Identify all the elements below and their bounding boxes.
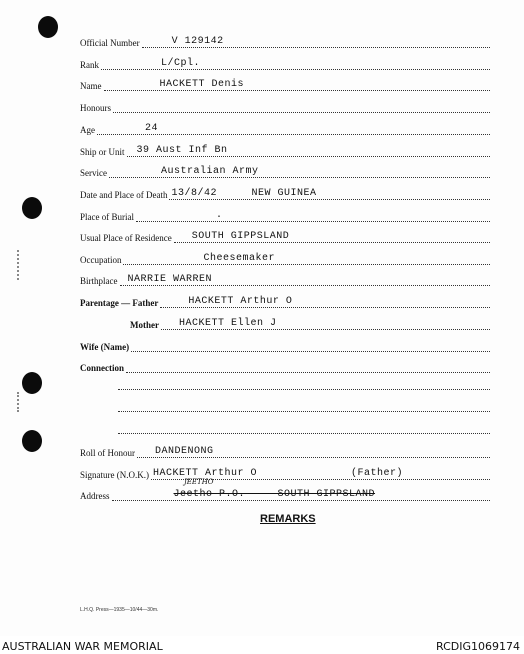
roll-of-honour-value: DANDENONG bbox=[155, 446, 214, 457]
occupation-value: Cheesemaker bbox=[203, 253, 275, 264]
ship-unit-label: Ship or Unit bbox=[80, 147, 125, 157]
mother-row bbox=[130, 316, 490, 330]
official-number-label: Official Number bbox=[80, 38, 140, 48]
rank-row bbox=[80, 56, 490, 70]
name-row bbox=[80, 77, 490, 91]
ship-unit-row bbox=[80, 143, 490, 157]
mother-value: HACKETT Ellen J bbox=[179, 318, 277, 329]
rank-value: L/Cpl. bbox=[161, 58, 201, 69]
print-footnote: L.H.Q. Press—1935—10/44—30m. bbox=[80, 607, 159, 613]
age-row bbox=[80, 121, 490, 135]
signature-label: Signature (N.O.K.) bbox=[80, 470, 149, 480]
address-handwritten-note: JEETHO bbox=[184, 478, 214, 486]
death-row bbox=[80, 186, 490, 200]
connection-line bbox=[118, 411, 490, 412]
death-label: Date and Place of Death bbox=[80, 190, 168, 200]
signature-value: HACKETT Arthur O bbox=[153, 468, 258, 479]
occupation-label: Occupation bbox=[80, 255, 122, 265]
connection-label: Connection bbox=[80, 363, 125, 373]
service-row bbox=[80, 164, 490, 178]
death-date: 13/8/42 bbox=[171, 188, 217, 199]
punch-hole bbox=[22, 197, 42, 219]
service-label: Service bbox=[80, 168, 107, 178]
archive-name: AUSTRALIAN WAR MEMORIAL bbox=[2, 640, 163, 653]
name-value: HACKETT Denis bbox=[159, 79, 245, 90]
name-label: Name bbox=[80, 81, 102, 91]
honours-row bbox=[80, 99, 490, 113]
father-label: Parentage — Father bbox=[80, 298, 159, 308]
signature-relation: (Father) bbox=[351, 468, 404, 479]
record-id: RCDIG1069174 bbox=[435, 640, 520, 653]
signature-row bbox=[80, 466, 490, 480]
residence-row bbox=[80, 229, 490, 243]
address-value: Jeetho P.O. SOUTH GIPPSLAND bbox=[173, 489, 376, 500]
remarks-heading: REMARKS bbox=[260, 513, 316, 525]
father-value: HACKETT Arthur O bbox=[188, 296, 293, 307]
ship-unit-value: 39 Aust Inf Bn bbox=[136, 145, 228, 156]
official-number-row bbox=[80, 34, 490, 48]
connection-line bbox=[118, 433, 490, 434]
occupation-row bbox=[80, 251, 490, 265]
burial-row bbox=[80, 208, 490, 222]
wife-label: Wife (Name) bbox=[80, 342, 130, 352]
address-row bbox=[80, 487, 490, 501]
residence-label: Usual Place of Residence bbox=[80, 233, 172, 243]
father-row bbox=[80, 294, 490, 308]
burial-value: . bbox=[215, 210, 223, 221]
punch-hole bbox=[22, 430, 42, 452]
rank-label: Rank bbox=[80, 60, 99, 70]
punch-hole bbox=[38, 16, 58, 38]
wife-row bbox=[80, 338, 490, 352]
binding-marks bbox=[17, 392, 27, 412]
official-number-value: V 129142 bbox=[171, 36, 224, 47]
birthplace-row bbox=[80, 272, 490, 286]
address-label: Address bbox=[80, 491, 110, 501]
mother-label: Mother bbox=[130, 320, 159, 330]
connection-row bbox=[80, 359, 490, 373]
binding-marks bbox=[17, 250, 27, 280]
burial-label: Place of Burial bbox=[80, 212, 134, 222]
archive-footer bbox=[0, 638, 524, 654]
birthplace-label: Birthplace bbox=[80, 276, 118, 286]
residence-value: SOUTH GIPPSLAND bbox=[191, 231, 290, 242]
honours-label: Honours bbox=[80, 103, 111, 113]
age-value: 24 bbox=[145, 123, 159, 134]
connection-line bbox=[118, 389, 490, 390]
birthplace-value: NARRIE WARREN bbox=[127, 274, 213, 285]
service-value: Australian Army bbox=[161, 166, 259, 177]
roll-of-honour-row bbox=[80, 444, 490, 458]
age-label: Age bbox=[80, 125, 95, 135]
roll-of-honour-label: Roll of Honour bbox=[80, 448, 135, 458]
death-place: NEW GUINEA bbox=[251, 188, 317, 199]
punch-hole bbox=[22, 372, 42, 394]
